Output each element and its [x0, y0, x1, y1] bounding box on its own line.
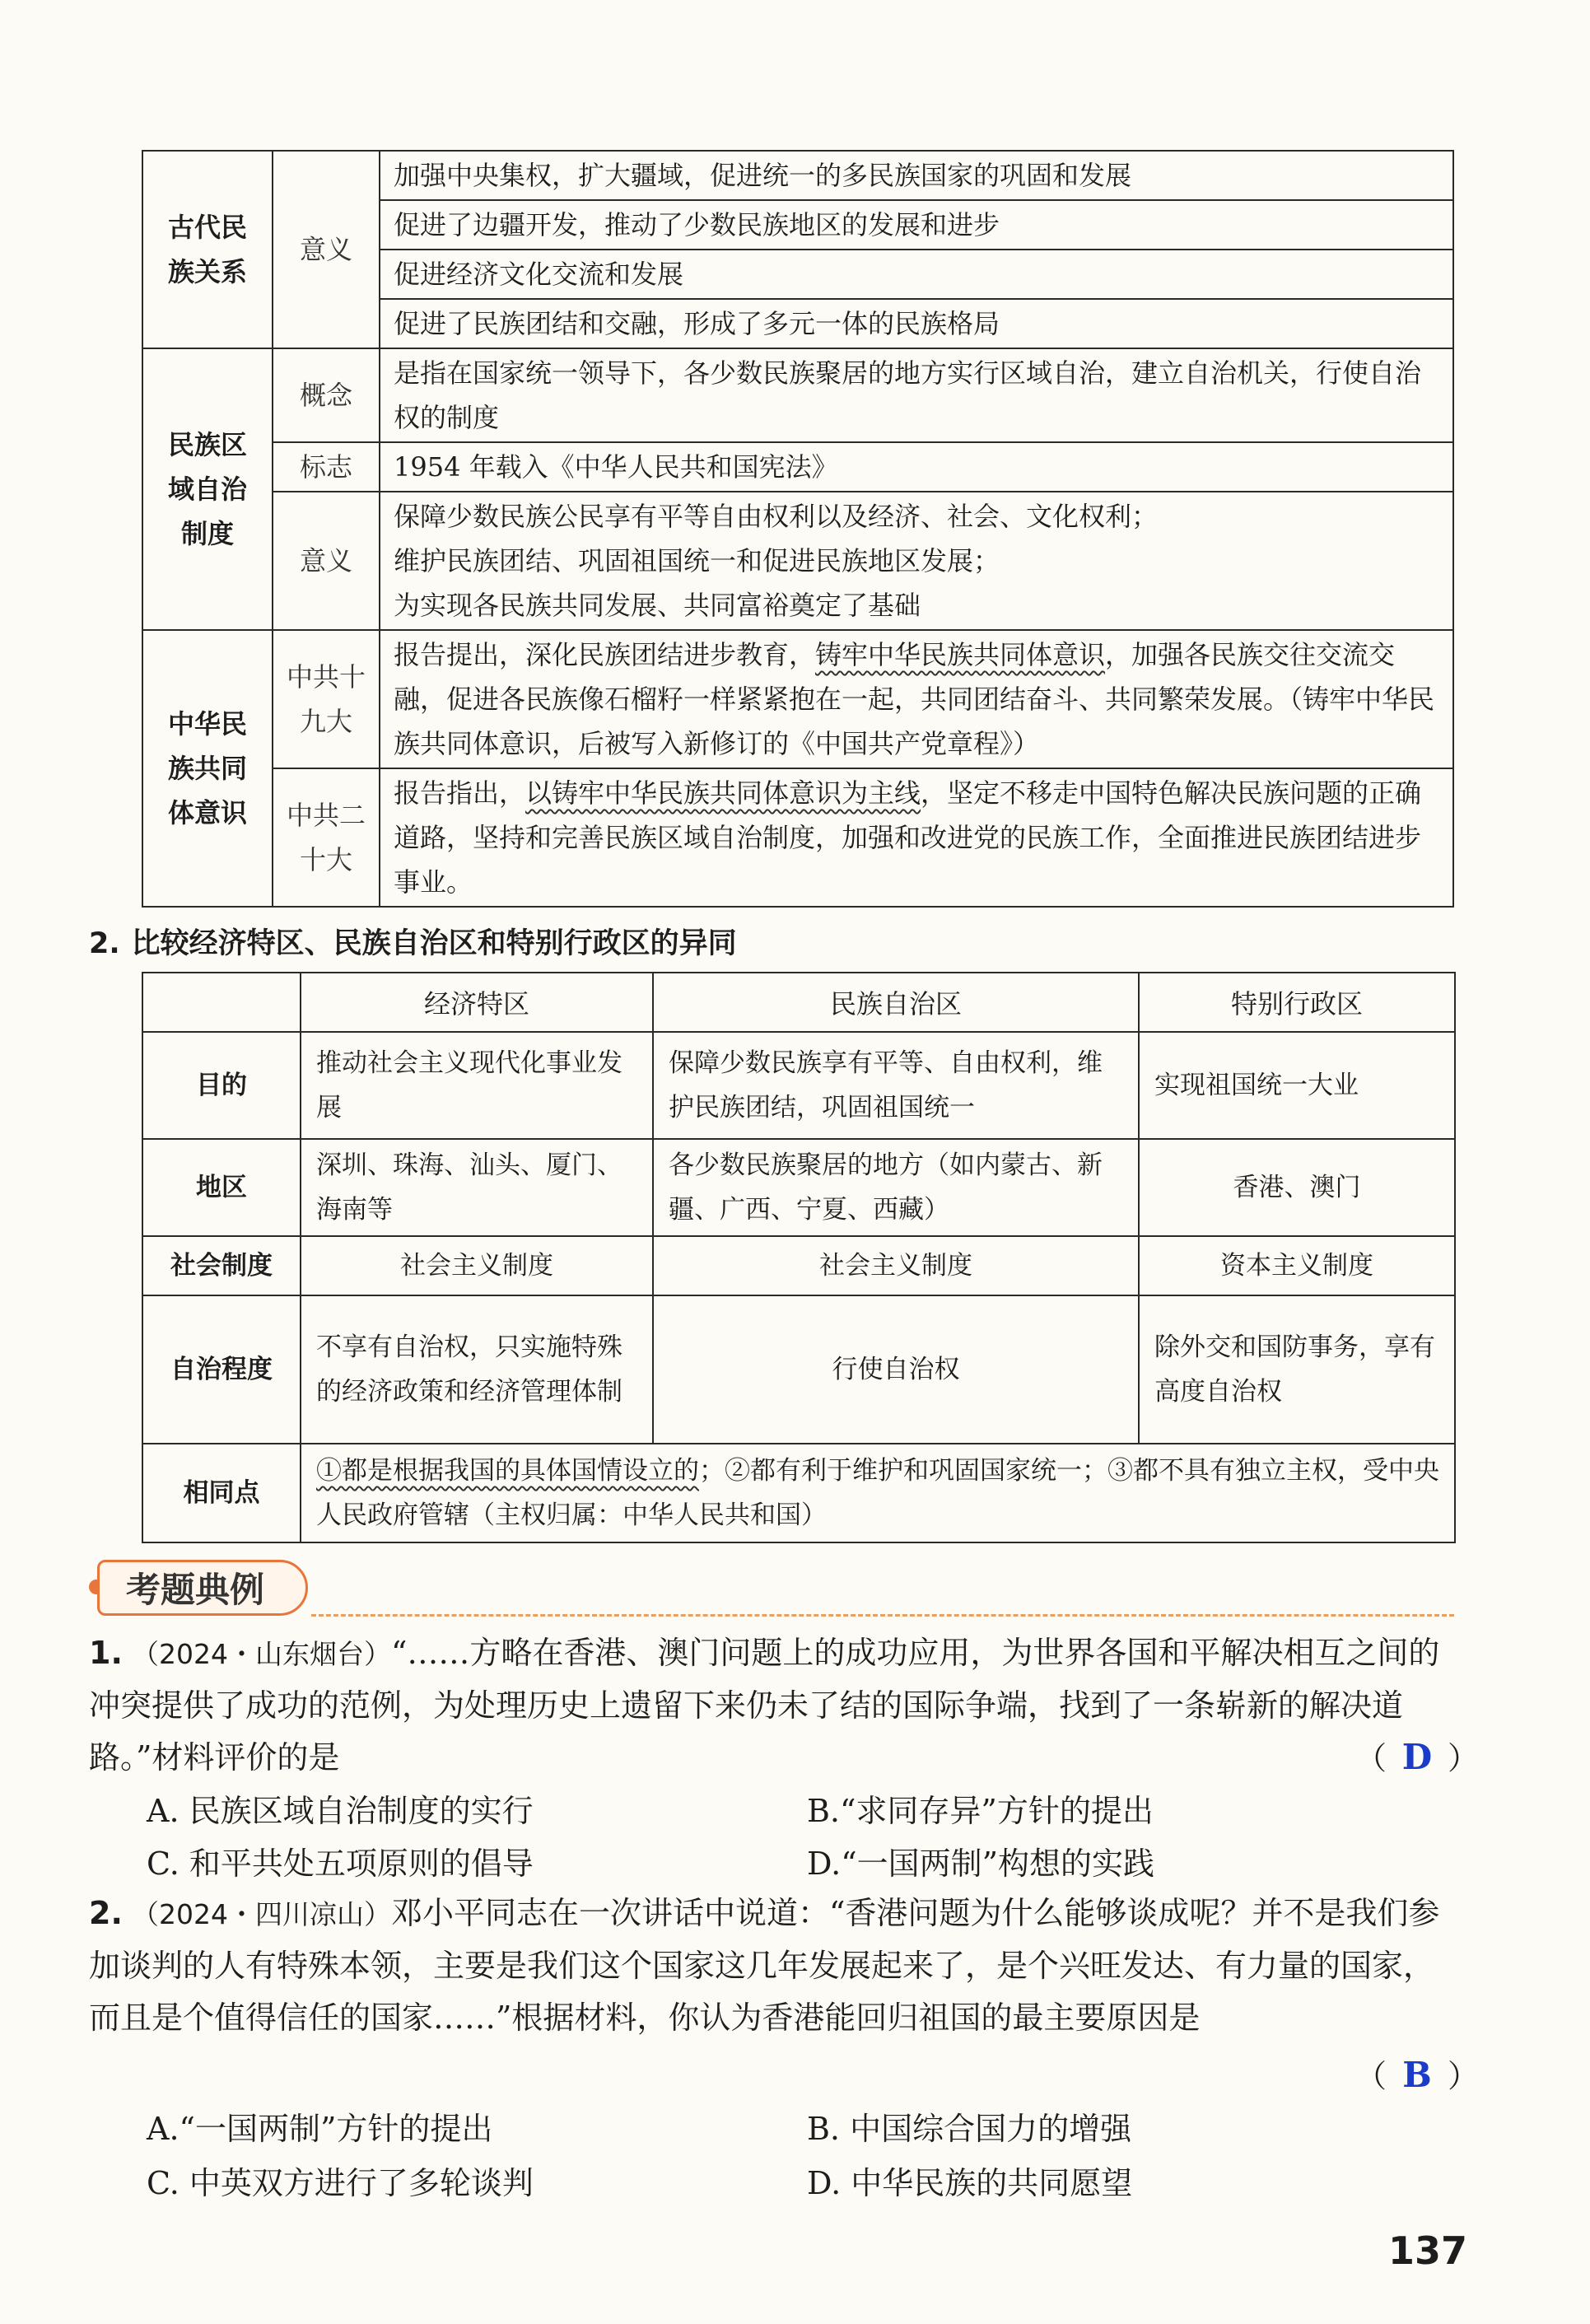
- cell-text: 报告提出，深化民族团结进步教育，: [394, 639, 816, 670]
- table-cell: 是指在国家统一领导下，各少数民族聚居的地方实行区域自治，建立自治机关，行使自治权的制度: [380, 348, 1453, 442]
- option-b: B. 中国综合国力的增强: [807, 2111, 1132, 2147]
- answer-bracket: （ D ）: [1355, 1731, 1479, 1785]
- topic-regional-autonomy: 民族区域自治制度: [142, 348, 273, 630]
- cell-line: 为实现各民族共同发展、共同富裕奠定了基础: [394, 590, 921, 621]
- section-number: 2.: [89, 927, 120, 960]
- topic-ancient-relations: 古代民族关系: [142, 151, 273, 348]
- answer-mark: B: [1402, 2055, 1432, 2095]
- sub-20th-congress: 中共二十大: [273, 768, 380, 907]
- table-header: 民族自治区: [653, 973, 1139, 1032]
- emphasis-text: ①都是根据我国的具体国情设立的: [316, 1456, 699, 1486]
- table-cell: 促进经济文化交流和发展: [380, 250, 1453, 299]
- dashed-divider: [311, 1614, 1454, 1617]
- section-heading: [89, 921, 737, 962]
- sub-milestone: 标志: [273, 442, 380, 492]
- table-cell: 推动社会主义现代化事业发展: [301, 1032, 653, 1139]
- table-header: [142, 973, 301, 1032]
- table-cell: 香港、澳门: [1139, 1139, 1455, 1236]
- question-1: [89, 1627, 1456, 1784]
- emphasis-text: 铸牢中华民族共同体意识: [815, 639, 1106, 670]
- table-cell: 社会主义制度: [653, 1236, 1139, 1295]
- table-cell: [380, 768, 1453, 907]
- question-number: 2.: [89, 1895, 123, 1931]
- cell-text: ，坚定不移走中国特色解决民族问题的正确道路，坚持和完善民族区域自治制度，加强和改进党的民族工作，全面推进民族团结进步事业。: [394, 777, 1422, 898]
- sub-significance: 意义: [273, 492, 380, 630]
- answer-mark: D: [1401, 1737, 1433, 1777]
- row-label: 社会制度: [142, 1236, 301, 1295]
- cell-text: ，加强各民族交往交流交融，促进各民族像石榴籽一样紧紧抱在一起，共同团结奋斗、共同繁荣发展。（铸牢中华民族共同体意识，后被写入新修订的《中国共产党章程》）: [394, 639, 1435, 759]
- question-2: [89, 1888, 1456, 2044]
- option-d: D.“一国两制”构想的实践: [807, 1846, 1155, 1882]
- question-source: （2024・山东烟台）: [132, 1638, 391, 1670]
- table-cell: 1954 年载入《中华人民共和国宪法》: [380, 442, 1453, 492]
- answer-bracket: （ B ）: [1355, 2049, 1479, 2102]
- page-number: 137: [1388, 2228, 1468, 2273]
- comparison-table: [142, 972, 1456, 1543]
- cell-text: ；②都有利于维护和巩固国家统一；③都不具有独立主权，受中央人民政府管辖（主权归属：中华人民共和国）: [316, 1456, 1439, 1530]
- table-cell: 促进了民族团结和交融，形成了多元一体的民族格局: [380, 299, 1453, 348]
- table-header: 特别行政区: [1139, 973, 1455, 1032]
- sub-concept: 概念: [273, 348, 380, 442]
- question-number: 1.: [89, 1635, 123, 1671]
- section-banner: 考题典例: [97, 1560, 308, 1616]
- table-cell: 社会主义制度: [301, 1236, 653, 1295]
- table-cell: 各少数民族聚居的地方（如内蒙古、新疆、广西、宁夏、西藏）: [653, 1139, 1139, 1236]
- row-label: 地区: [142, 1139, 301, 1236]
- option-a: A.“一国两制”方针的提出: [147, 2111, 493, 2147]
- sub-19th-congress: 中共十九大: [273, 630, 380, 768]
- row-label: 自治程度: [142, 1295, 301, 1444]
- table-cell: 实现祖国统一大业: [1139, 1032, 1455, 1139]
- option-d: D. 中华民族的共同愿望: [807, 2165, 1133, 2201]
- sub-significance: 意义: [273, 151, 380, 348]
- table-cell: 除外交和国防事务，享有高度自治权: [1139, 1295, 1455, 1444]
- section-title: 比较经济特区、民族自治区和特别行政区的异同: [131, 927, 737, 960]
- table-cell: 资本主义制度: [1139, 1236, 1455, 1295]
- table-cell: [380, 492, 1453, 630]
- topic-national-community: 中华民族共同体意识: [142, 630, 273, 907]
- cell-line: 保障少数民族公民享有平等自由权利以及经济、社会、文化权利；: [394, 501, 1159, 532]
- row-label: 目的: [142, 1032, 301, 1139]
- cell-text: 报告指出，: [394, 777, 526, 809]
- table-cell: 不享有自治权，只实施特殊的经济政策和经济管理体制: [301, 1295, 653, 1444]
- row-label: 相同点: [142, 1444, 301, 1542]
- table-cell: 促进了边疆开发，推动了少数民族地区的发展和进步: [380, 200, 1453, 250]
- table-header: 经济特区: [301, 973, 653, 1032]
- cell-line: 维护民族团结、巩固祖国统一和促进民族地区发展；: [394, 545, 1000, 576]
- table-cell: [301, 1444, 1455, 1542]
- table-cell: [380, 630, 1453, 768]
- question-source: （2024・四川凉山）: [132, 1898, 391, 1930]
- option-c: C. 和平共处五项原则的倡导: [147, 1846, 534, 1882]
- option-c: C. 中英双方进行了多轮谈判: [147, 2165, 534, 2201]
- question-stem: “……方略在香港、澳门问题上的成功应用，为世界各国和平解决相互之间的冲突提供了成功的范例，为处理历史上遗留下来仍未了结的国际争端，找到了一条崭新的解决道路。”材料评价的是: [89, 1635, 1440, 1776]
- table-cell: 深圳、珠海、汕头、厦门、海南等: [301, 1139, 653, 1236]
- option-a: A. 民族区域自治制度的实行: [147, 1793, 534, 1829]
- option-b: B.“求同存异”方针的提出: [807, 1793, 1154, 1829]
- question-stem: 邓小平同志在一次讲话中说道：“香港问题为什么能够谈成呢？并不是我们参加谈判的人有特殊本领，主要是我们这个国家这几年发展起来了，是个兴旺发达、有力量的国家，而且是个值得信任的国家……”根据材料，你认为香港能回归祖国的最主要原因是: [89, 1895, 1440, 2036]
- ethnic-policy-table: [142, 150, 1454, 908]
- emphasis-text: 以铸牢中华民族共同体意识为主线: [525, 777, 921, 809]
- table-cell: 加强中央集权，扩大疆域，促进统一的多民族国家的巩固和发展: [380, 151, 1453, 200]
- table-cell: 保障少数民族享有平等、自由权利，维护民族团结，巩固祖国统一: [653, 1032, 1139, 1139]
- table-cell: 行使自治权: [653, 1295, 1139, 1444]
